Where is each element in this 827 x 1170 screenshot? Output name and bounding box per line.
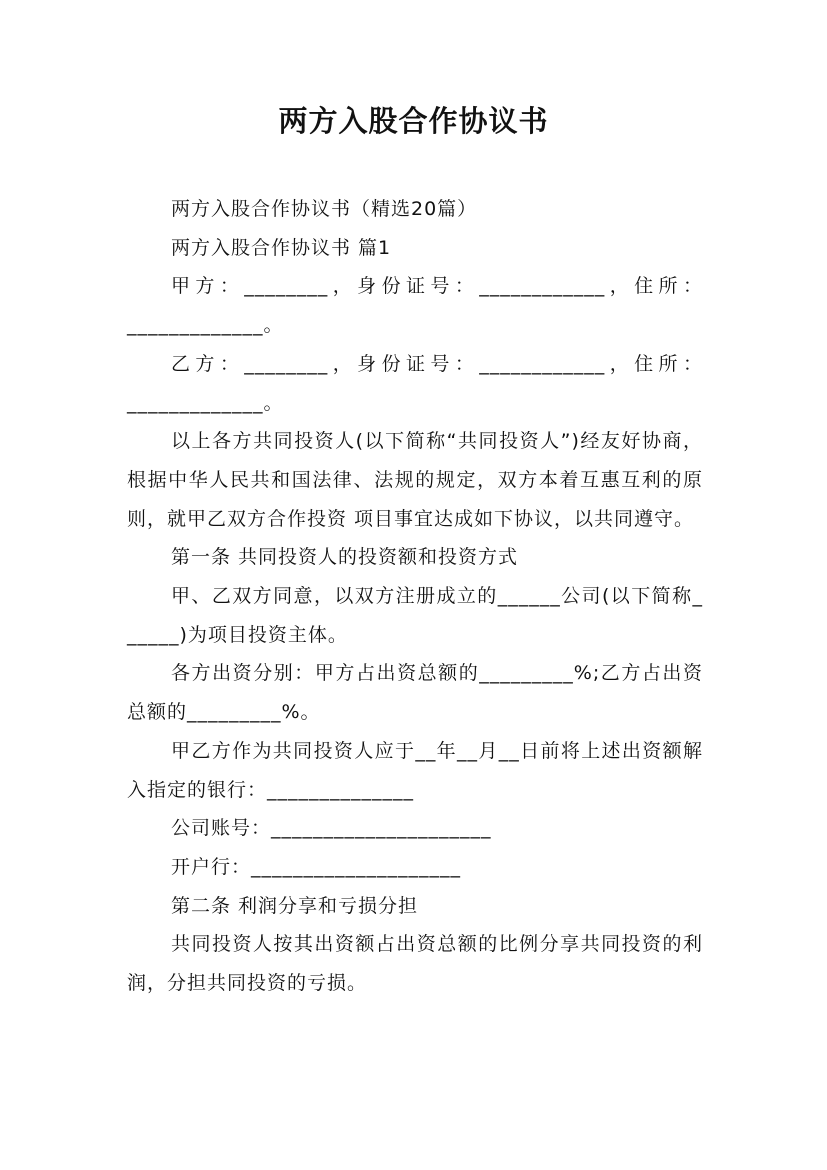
article-2-heading: 第二条 利润分享和亏损分担 bbox=[171, 894, 419, 917]
article-1-paragraph-2: 各方出资分别：甲方占出资总额的_________%;乙方占出资总额的_________%。 bbox=[127, 662, 703, 724]
article-1-paragraph-1: 甲、乙双方同意，以双方注册成立的______公司(以下简称______)为项目投资主体。 bbox=[127, 585, 703, 646]
article-1-heading: 第一条 共同投资人的投资额和投资方式 bbox=[171, 546, 519, 569]
party-a-address: _____________。 bbox=[127, 314, 284, 337]
party-b-line: 乙方：________，身份证号：____________，住所： bbox=[171, 352, 703, 375]
subtitle-line: 两方入股合作协议书（精选20篇） bbox=[171, 198, 478, 220]
intro-paragraph: 以上各方共同投资人(以下简称“共同投资人”)经友好协商，根据中华人民共和国法律、法规的规定，双方本着互惠互利的原则，就甲乙双方合作投资 项目事宜达成如下协议，以共同遵守。 bbox=[127, 430, 703, 530]
chapter-heading: 两方入股合作协议书 篇1 bbox=[171, 236, 392, 259]
party-a-line: 甲方：________，身份证号：____________，住所： bbox=[171, 275, 703, 298]
bank-line: 开户行：____________________ bbox=[171, 855, 462, 878]
document-title: 两方入股合作协议书 bbox=[278, 104, 549, 138]
account-line: 公司账号：_____________________ bbox=[171, 817, 492, 840]
article-2-paragraph-1: 共同投资人按其出资额占出资总额的比例分享共同投资的利润，分担共同投资的亏损。 bbox=[127, 933, 703, 995]
party-b-address: _____________。 bbox=[127, 391, 284, 414]
document-body bbox=[127, 190, 703, 1003]
article-1-paragraph-3: 甲乙方作为共同投资人应于__年__月__日前将上述出资额解入指定的银行：______________ bbox=[127, 739, 703, 801]
